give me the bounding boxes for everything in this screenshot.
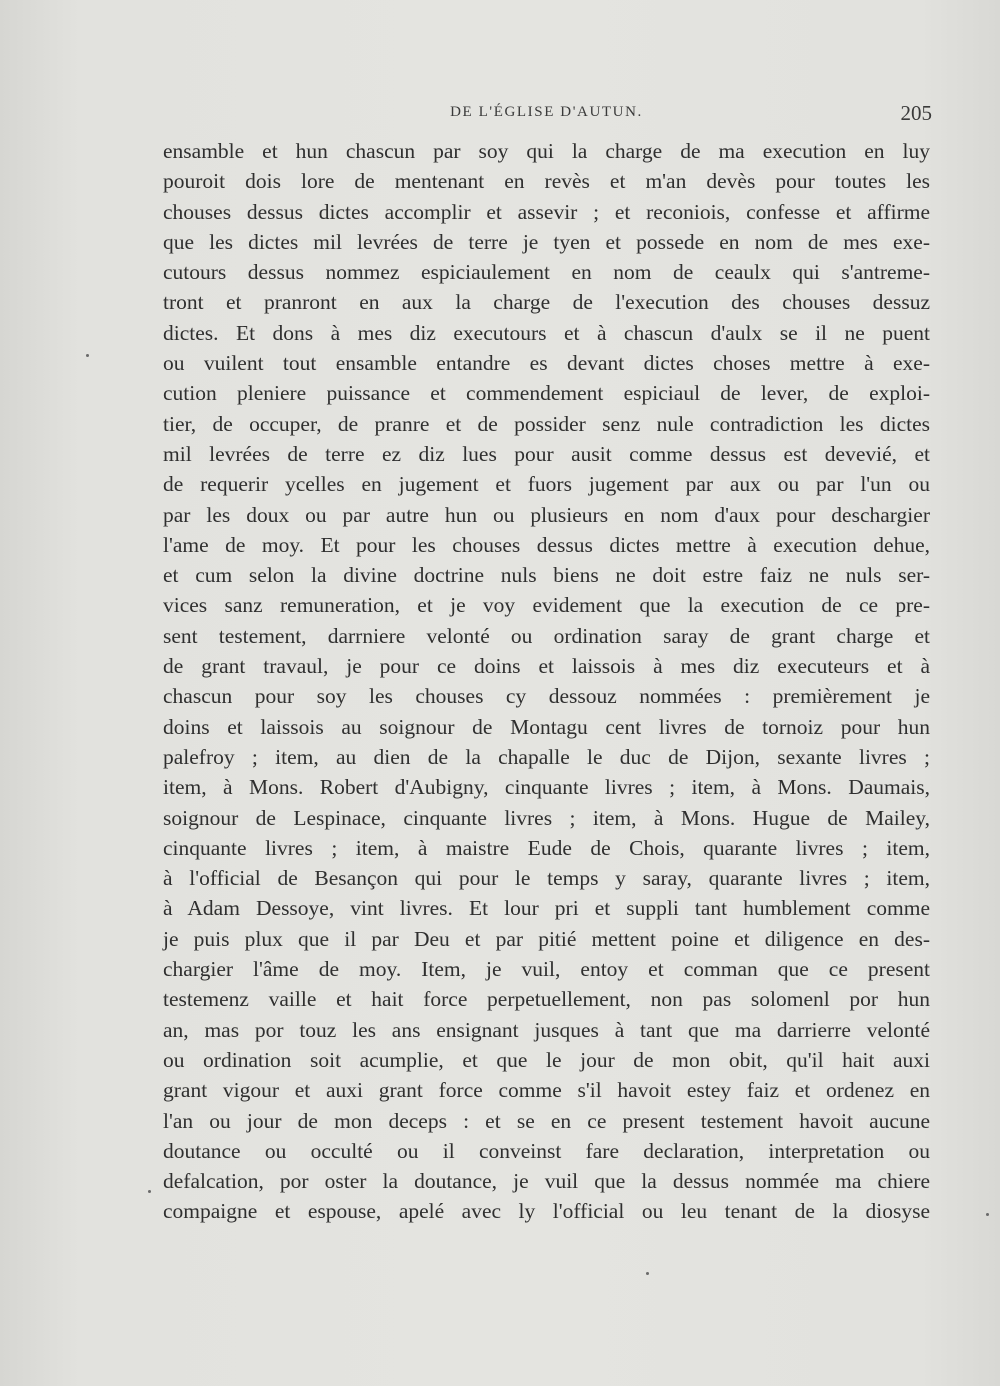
text-line: vices sanz remuneration, et je voy evidement que la execution de ce pre- [163,593,930,618]
text-line: defalcation, por oster la doutance, je vuil que la dessus nommée ma chiere [163,1169,930,1194]
text-line: palefroy ; item, au dien de la chapalle le duc de Dijon, sexante livres ; [163,744,930,769]
paper-speck [646,1272,649,1275]
text-line: grant vigour et auxi grant force comme s'il havoit estey faiz et ordenez en [163,1078,930,1103]
text-line: ou vuilent tout ensamble entandre es devant dictes choses mettre à exe- [163,351,930,376]
text-line: à Adam Dessoye, vint livres. Et lour pri et suppli tant humblement comme [163,896,930,921]
text-line: cutours dessus nommez espiciaulement en nom de ceaulx qui s'antreme- [163,260,930,285]
text-line: de grant travaul, je pour ce doins et laissois à mes diz executeurs et à [163,654,930,679]
text-line: ensamble et hun chascun par soy qui la charge de ma execution en luy [163,139,930,163]
text-line: an, mas por touz les ans ensignant jusques à tant que ma darrierre velonté [163,1017,930,1042]
text-line: je puis plux que il par Deu et par pitié mettent poine et diligence en des- [163,926,930,951]
text-line: tront et pranront en aux la charge de l'execution des chouses dessuz [163,290,930,315]
text-line: dictes. Et dons à mes diz executours et à chascun d'aulx se il ne puent [163,320,930,345]
body-text [163,136,930,1227]
text-line: compaigne et espouse, apelé avec ly l'official ou leu tenant de la diosyse [163,1199,930,1224]
text-line: mil levrées de terre ez diz lues pour ausit comme dessus est devevié, et [163,441,930,466]
text-line: testemenz vaille et hait force perpetuellement, non pas solomenl por hun [163,987,930,1012]
paper-speck [86,354,89,357]
text-line: chascun pour soy les chouses cy dessouz nommées : premièrement je [163,684,930,709]
text-line: item, à Mons. Robert d'Aubigny, cinquante livres ; item, à Mons. Daumais, [163,775,930,800]
paper-speck [148,1190,151,1193]
paper-speck [986,1213,989,1216]
page-number: 205 [900,101,932,125]
text-line: ou ordination soit acumplie, et que le jour de mon obit, qu'il hait auxi [163,1047,930,1072]
text-line: cinquante livres ; item, à maistre Eude de Chois, quarante livres ; item, [163,835,930,860]
text-line: sent testement, darrniere velonté ou ordination saray de grant charge et [163,623,930,648]
text-line: doutance ou occulté ou il conveinst fare declaration, interpretation ou [163,1138,930,1163]
text-line: l'an ou jour de mon deceps : et se en ce present testement havoit aucune [163,1108,930,1133]
text-line: de requerir ycelles en jugement et fuors jugement par aux ou par l'un ou [163,472,930,497]
running-title: DE L'ÉGLISE D'AUTUN. [450,104,643,120]
text-line: à l'official de Besançon qui pour le temps y saray, quarante livres ; item, [163,866,930,891]
text-line: et cum selon la divine doctrine nuls biens ne doit estre faiz ne nuls ser- [163,563,930,588]
text-line: soignour de Lespinace, cinquante livres ; item, à Mons. Hugue de Mailey, [163,805,930,830]
text-line: l'ame de moy. Et pour les chouses dessus dictes mettre à execution dehue, [163,532,930,557]
text-line: que les dictes mil levrées de terre je tyen et possede en nom de mes exe- [163,229,930,254]
text-line: chouses dessus dictes accomplir et assevir ; et reconiois, confesse et affirme [163,199,930,224]
text-line: doins et laissois au soignour de Montagu cent livres de tornoiz pour hun [163,714,930,739]
text-line: chargier l'âme de moy. Item, je vuil, entoy et comman que ce present [163,957,930,982]
text-line: par les doux ou par autre hun ou plusieurs en nom d'aux pour deschargier [163,502,930,527]
text-line: cution pleniere puissance et commendement espiciaul de lever, de exploi- [163,381,930,406]
text-line: tier, de occuper, de pranre et de possider senz nule contradiction les dictes [163,411,930,436]
running-head [163,101,932,128]
text-line: pouroit dois lore de mentenant en revès et m'an devès pour toutes les [163,169,930,194]
